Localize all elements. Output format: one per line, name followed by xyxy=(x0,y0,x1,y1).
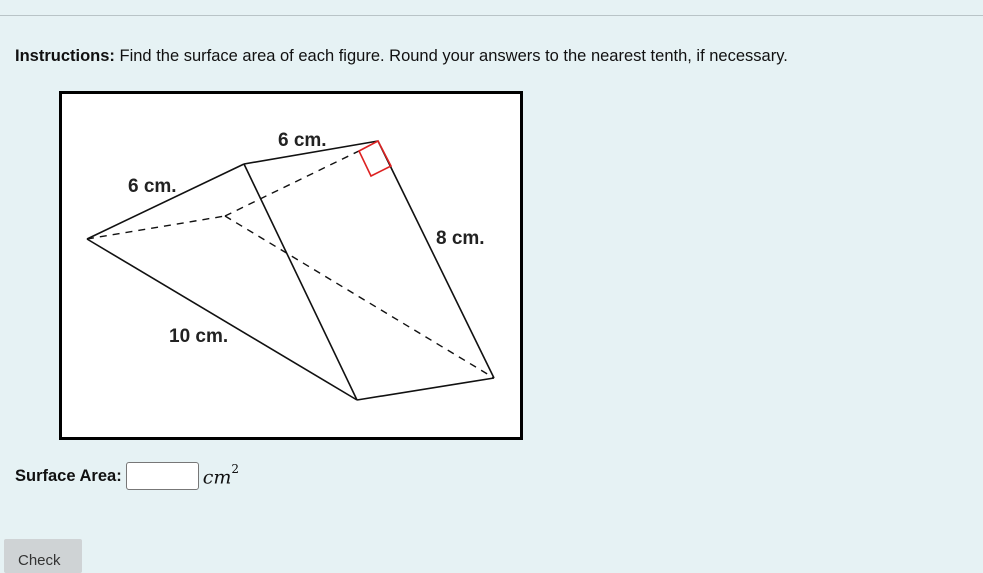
unit-exponent: 2 xyxy=(231,462,239,477)
prism-edge-right xyxy=(378,141,494,378)
prism-edge-bottom-left xyxy=(87,239,357,400)
instructions-text: Find the surface area of each figure. Round your answers to the nearest tenth, if necessary. xyxy=(114,47,788,65)
instructions-label: Instructions: xyxy=(15,47,115,65)
hidden-edge-top xyxy=(225,150,361,216)
prism-figure xyxy=(59,91,523,440)
label-top-edge: 6 cm. xyxy=(278,130,327,151)
label-right-edge: 8 cm. xyxy=(436,228,485,249)
surface-area-label: Surface Area: xyxy=(15,466,122,485)
label-bottom-edge: 10 cm. xyxy=(169,326,229,347)
unit-label xyxy=(202,462,239,489)
prism-edge-bottom xyxy=(357,378,494,400)
answer-row xyxy=(15,460,239,492)
label-left-edge: 6 cm. xyxy=(128,176,177,197)
unit-base: cm xyxy=(202,466,232,489)
right-angle-marker xyxy=(359,141,391,176)
prism-edge-front-slant xyxy=(244,164,357,400)
hidden-edge-left xyxy=(87,216,225,239)
triangular-prism-diagram xyxy=(62,94,520,437)
check-button[interactable]: Check xyxy=(4,539,82,573)
surface-area-input[interactable] xyxy=(126,462,199,490)
instructions xyxy=(15,47,788,66)
top-divider xyxy=(0,15,983,16)
